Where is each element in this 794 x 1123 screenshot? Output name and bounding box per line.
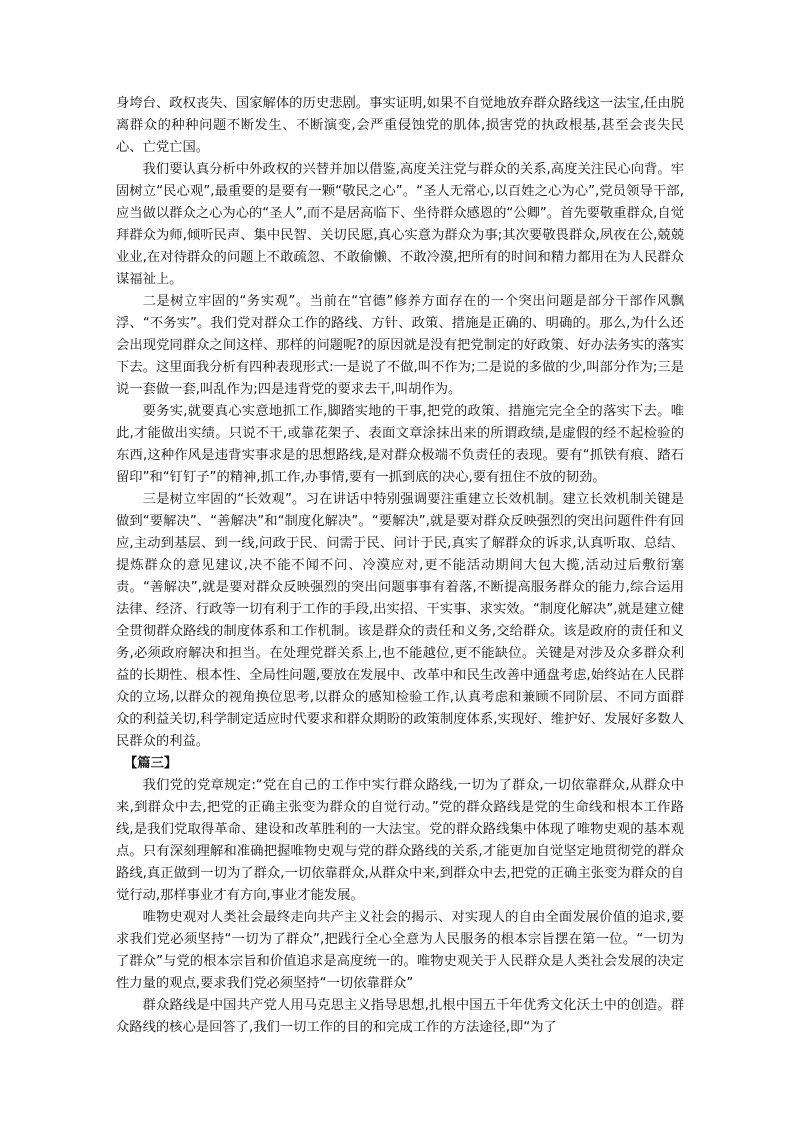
body-paragraph: 身垮台、政权丧失、国家解体的历史悲剧。事实证明,如果不自觉地放弃群众路线这一法宝,任由脱离群众的种种问题不断发生、不断演变,会严重侵蚀党的肌体,损害党的执政根基,甚至会丧失民心、亡党亡国。: [116, 96, 684, 155]
body-paragraph: 三是树立牢固的“长效观”。习在讲话中特别强调要注重建立长效机制。建立长效机制关键是做到“要解决”、“善解决”和“制度化解决”。“要解决”,就是要对群众反映强烈的突出问题件件有回应,主动到基层、到一线,问政于民、问需于民、问计于民,真实了解群众的诉求,认真听取、总结、提炼群众的意见建议,决不能不闻不问、冷漠应对,更不能活动期间大包大揽,活动过后敷衍塞责。“善解决”,就是要对群众反映强烈的突出问题事事有着落,不断提高服务群众的能力,综合运用法律、经济、行政等一切有利于工作的手段,出实招、干实事、求实效。“制度化解决”,就是建立健全贯彻群众路线的制度体系和工作机制。该是群众的责任和义务,交给群众。该是政府的责任和义务,必须政府解决和担当。在处理党群关系上,也不能越位,更不能缺位。关键是对涉及众多群众利益的长期性、根本性、全局性问题,要放在发展中、改革中和民生改善中通盘考虑,始终站在人民群众的立场,以群众的视角换位思考,以群众的感知检验工作,认真考虑和兼顾不同阶层、不同方面群众的利益关切,科学制定适应时代要求和群众期盼的政策制度体系,实现好、维护好、发展好多数人民群众的利益。: [116, 492, 684, 749]
body-paragraph: 我们党的党章规定:“党在自己的工作中实行群众路线,一切为了群众,一切依靠群众,从群众中来,到群众中去,把党的正确主张变为群众的自觉行动。”党的群众路线是党的生命线和根本工作路线,是我们党取得革命、建设和改革胜利的一大法宝。党的群众路线集中体现了唯物史观的基本观点。只有深刻理解和准确把握唯物史观与党的群众路线的关系,才能更加自觉坚定地贯彻党的群众路线,真正做到一切为了群众,一切依靠群众,从群众中来,到群众中去,把党的正确主张变为群众的自觉行动,那样事业才有方向,事业才能发展。: [116, 778, 684, 903]
body-paragraph: 唯物史观对人类社会最终走向共产主义社会的揭示、对实现人的自由全面发展价值的追求,要求我们党必须坚持“一切为了群众”,把践行全心全意为人民服务的根本宗旨摆在第一位。“一切为了群众”与党的根本宗旨和价值追求是高度统一的。唯物史观关于人民群众是人类社会发展的决定性力量的观点,要求我们党必须坚持“一切依靠群众”: [116, 910, 684, 991]
body-paragraph: 二是树立牢固的“务实观”。当前在“官德”修养方面存在的一个突出问题是部分干部作风飘浮、“不务实”。我们党对群众工作的路线、方针、政策、措施是正确的、明确的。那么,为什么还会出现党同群众之间这样、那样的问题呢?的原因就是没有把党制定的好政策、好办法务实的落实下去。这里面我分析有四种表现形式:一是说了不做,叫不作为;二是说的多做的少,叫部分作为;三是说一套做一套,叫乱作为;四是违背党的要求去干,叫胡作为。: [116, 294, 684, 397]
body-paragraph: 我们要认真分析中外政权的兴替并加以借鉴,高度关注党与群众的关系,高度关注民心向背。牢固树立“民心观”,最重要的是要有一颗“敬民之心”。“圣人无常心,以百姓之心为心”,党员领导干部,应当做以群众之心为心的“圣人”,而不是居高临下、坐待群众感恩的“公卿”。首先要敬重群众,自觉拜群众为师,倾听民声、集中民智、关切民愿,真心实意为群众为事;其次要敬畏群众,夙夜在公,兢兢业业,在对待群众的问题上不敢疏忽、不敢偷懒、不敢冷漠,把所有的时间和精力都用在为人民群众谋福祉上。: [116, 162, 684, 287]
body-paragraph: 群众路线是中国共产党人用马克思主义指导思想,扎根中国五千年优秀文化沃土中的创造。群众路线的核心是回答了,我们一切工作的目的和完成工作的方法途径,即“为了: [116, 998, 684, 1035]
body-paragraph: 要务实,就要真心实意地抓工作,脚踏实地的干事,把党的政策、措施完完全全的落实下去。唯此,才能做出实绩。只说不干,或靠花架子、表面文章涂抹出来的所谓政绩,是虚假的经不起检验的东西,这种作风是违背实事求是的思想路线,是对群众极端不负责任的表现。要有“抓铁有痕、踏石留印”和“钉钉子”的精神,抓工作,办事情,要有一抓到底的决心,要有扭住不放的韧劲。: [116, 404, 684, 485]
document-page: [116, 93, 684, 1039]
section-heading: 【篇三】: [124, 756, 178, 771]
